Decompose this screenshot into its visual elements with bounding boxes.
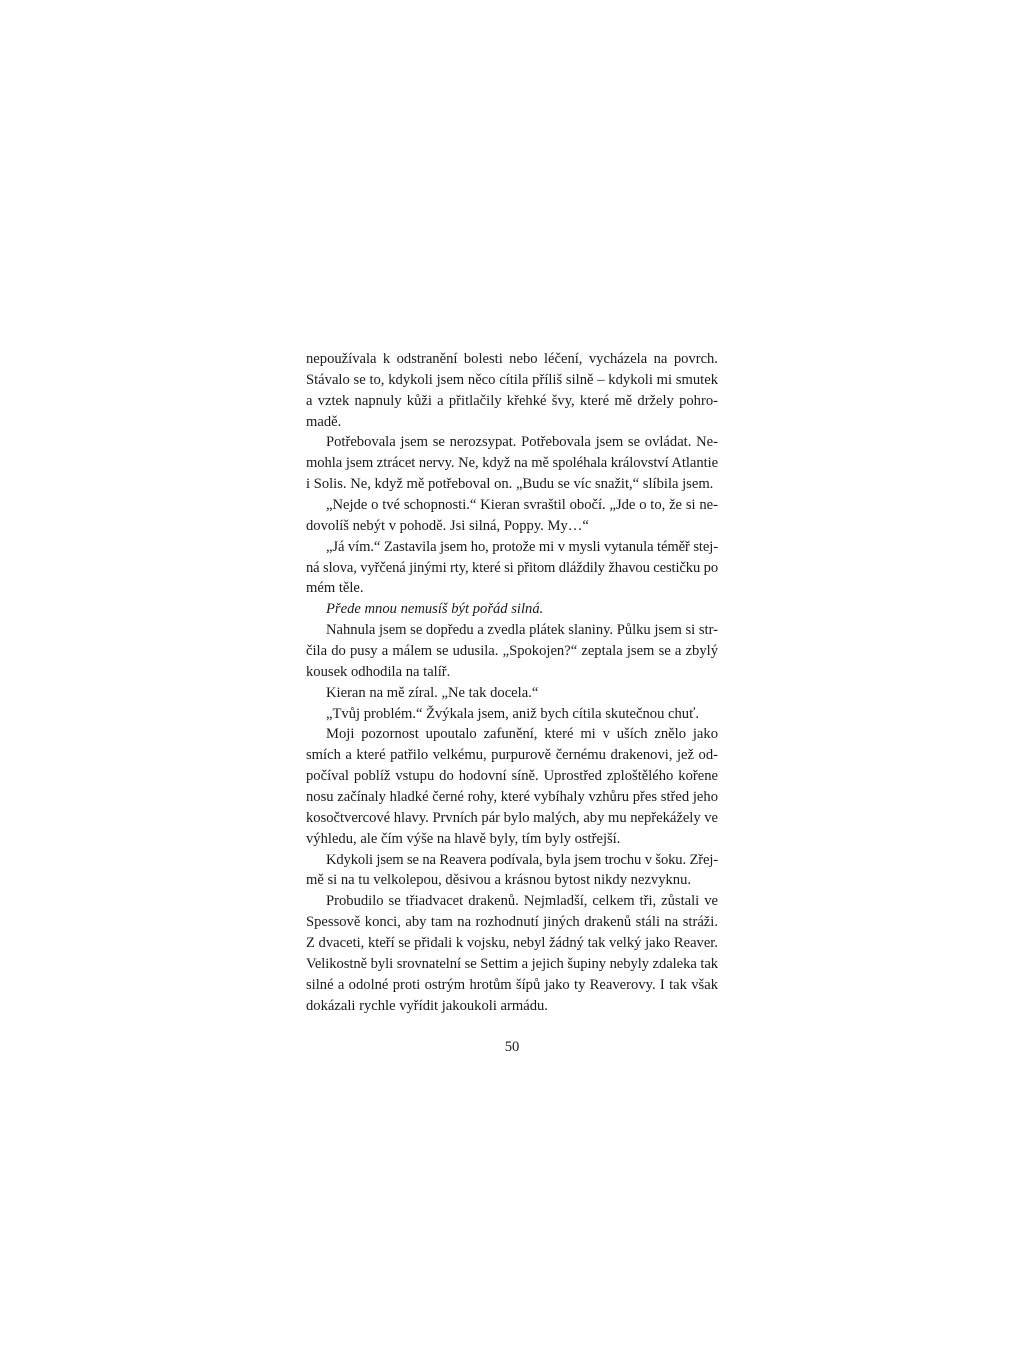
text-line: mém těle. (306, 580, 364, 597)
text-line: výhledu, ale čím výše na hlavě byly, tím byly ostřejší. (306, 830, 621, 847)
text-line: Potřebovala jsem se nerozsypat. Potřebovala jsem se ovládat. Ne- (326, 434, 718, 451)
page-number: 50 (504, 1039, 520, 1055)
text-line: dovolíš nebýt v pohodě. Jsi silná, Poppy. My…“ (306, 517, 589, 534)
text-line: i Solis. Ne, když mě potřeboval on. „Budu se víc snažit,“ slíbila jsem. (306, 476, 714, 493)
text-line: „Tvůj problém.“ Žvýkala jsem, aniž bych cítila skutečnou chuť. (326, 705, 699, 722)
text-line: Stávalo se to, kdykoli jsem něco cítila příliš silně – kdykoli mi smutek (306, 371, 718, 388)
text-line: Velikostně byli srovnatelní se Settim a jejich šupiny nebyly zdaleka tak (306, 955, 719, 972)
text-line: silné a odolné proti ostrým hrotům šípů jako ty Reaverovy. I tak však (306, 976, 718, 993)
text-line: kousek odhodila na talíř. (306, 663, 451, 680)
text-line: a vztek napnuly kůži a přitlačily křehké švy, které mě držely pohro- (306, 392, 718, 409)
text-line: Moji pozornost upoutalo zafunění, které mi v uších znělo jako (326, 726, 718, 743)
text-line: počíval poblíž vstupu do hodovní síně. Uprostřed zploštělého kořene (306, 768, 718, 785)
text-line: Spessově konci, aby tam na rozhodnutí jiných drakenů stáli na stráži. (306, 914, 718, 931)
text-line: mě si na tu velkolepou, děsivou a krásnou bytost nikdy nezvyknu. (306, 872, 692, 889)
text-line: ná slova, vyřčená jinými rty, které si přitom dláždily žhavou cestičku po (306, 559, 718, 576)
text-line: Kdykoli jsem se na Reavera podívala, byla jsem trochu v šoku. Zřej- (326, 851, 718, 868)
text-line: dokázali rychle vyřídit jakoukoli armádu. (306, 997, 548, 1014)
text-line: čila do pusy a málem se udusila. „Spokojen?“ zeptala jsem se a zbylý (306, 643, 718, 660)
body-text (306, 349, 718, 1017)
text-line: „Já vím.“ Zastavila jsem ho, protože mi v mysli vytanula téměř stej- (326, 538, 718, 555)
text-line: smích a které patřilo velkému, purpurově černému drakenovi, jež od- (306, 747, 718, 764)
text-line: Nahnula jsem se dopředu a zvedla plátek slaniny. Půlku jsem si str- (326, 622, 718, 639)
text-line: Probudilo se třiadvacet drakenů. Nejmladší, celkem tři, zůstali ve (326, 893, 718, 910)
text-line: Kieran na mě zíral. „Ne tak docela.“ (326, 684, 539, 701)
text-line: nepoužívala k odstranění bolesti nebo léčení, vycházela na povrch. (306, 351, 718, 367)
text-line: Přede mnou nemusíš být pořád silná. (326, 601, 544, 618)
text-line: kosočtvercové hlavy. Prvních pár bylo malých, aby mu nepřekážely ve (306, 809, 719, 826)
text-line: Z dvaceti, kteří se přidali k vojsku, nebyl žádný tak velký jako Reaver. (306, 935, 719, 952)
text-line: „Nejde o tvé schopnosti.“ Kieran svraštil obočí. „Jde o to, že si ne- (326, 497, 718, 514)
text-line: madě. (306, 413, 342, 430)
text-line: nosu začínaly hladké černé rohy, které vybíhaly vzhůru přes střed jeho (306, 789, 718, 806)
text-line: mohla jsem ztrácet nervy. Ne, když na mě spoléhala království Atlantie (306, 455, 719, 472)
